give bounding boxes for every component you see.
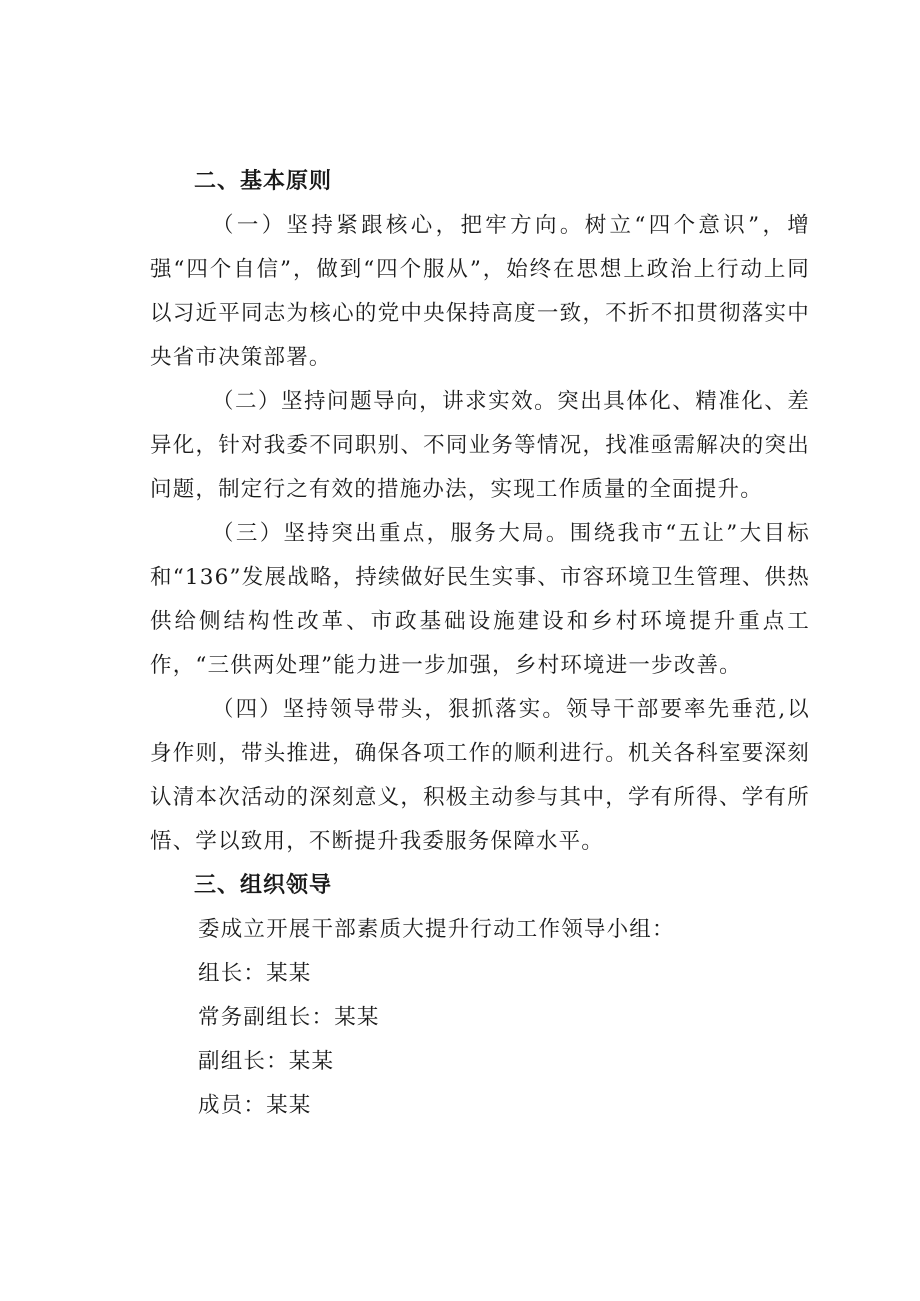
- leader-line: 组长：某某: [198, 961, 312, 986]
- executive-deputy-leader-line: 常务副组长：某某: [198, 1005, 380, 1030]
- members-line: 成员：某某: [198, 1093, 312, 1118]
- paragraph-principle-4: （四）坚持领导带头，狠抓落实。领导干部要率先垂范,以身作则，带头推进，确保各项工作的顺利进行。机关各科室要深刻认清本次活动的深刻意义，积极主动参与其中，学有所得、学有所悟、学以致用，不断提升我委服务保障水平。: [150, 697, 810, 854]
- paragraph-principle-2: （二）坚持问题导向，讲求实效。突出具体化、精准化、差异化，针对我委不同职别、不同业务等情况，找准亟需解决的突出问题，制定行之有效的措施办法，实现工作质量的全面提升。: [150, 389, 810, 502]
- document-body: [150, 160, 810, 1128]
- section-heading-principles: 二、基本原则: [194, 169, 333, 194]
- section-heading-organization: 三、组织领导: [194, 873, 333, 898]
- paragraph-principle-1: （一）坚持紧跟核心，把牢方向。树立“四个意识”，增强“四个自信”，做到“四个服从”，始终在思想上政治上行动上同以习近平同志为核心的党中央保持高度一致，不折不扣贯彻落实中央省市决策部署。: [150, 213, 810, 370]
- leadership-group-intro: 委成立开展干部素质大提升行动工作领导小组：: [198, 917, 675, 942]
- deputy-leader-line: 副组长：某某: [198, 1049, 335, 1074]
- paragraph-principle-3: （三）坚持突出重点，服务大局。围绕我市“五让”大目标和“136”发展战略，持续做好民生实事、市容环境卫生管理、供热供给侧结构性改革、市政基础设施建设和乡村环境提升重点工作，“三供两处理”能力进一步加强，乡村环境进一步改善。: [150, 521, 810, 678]
